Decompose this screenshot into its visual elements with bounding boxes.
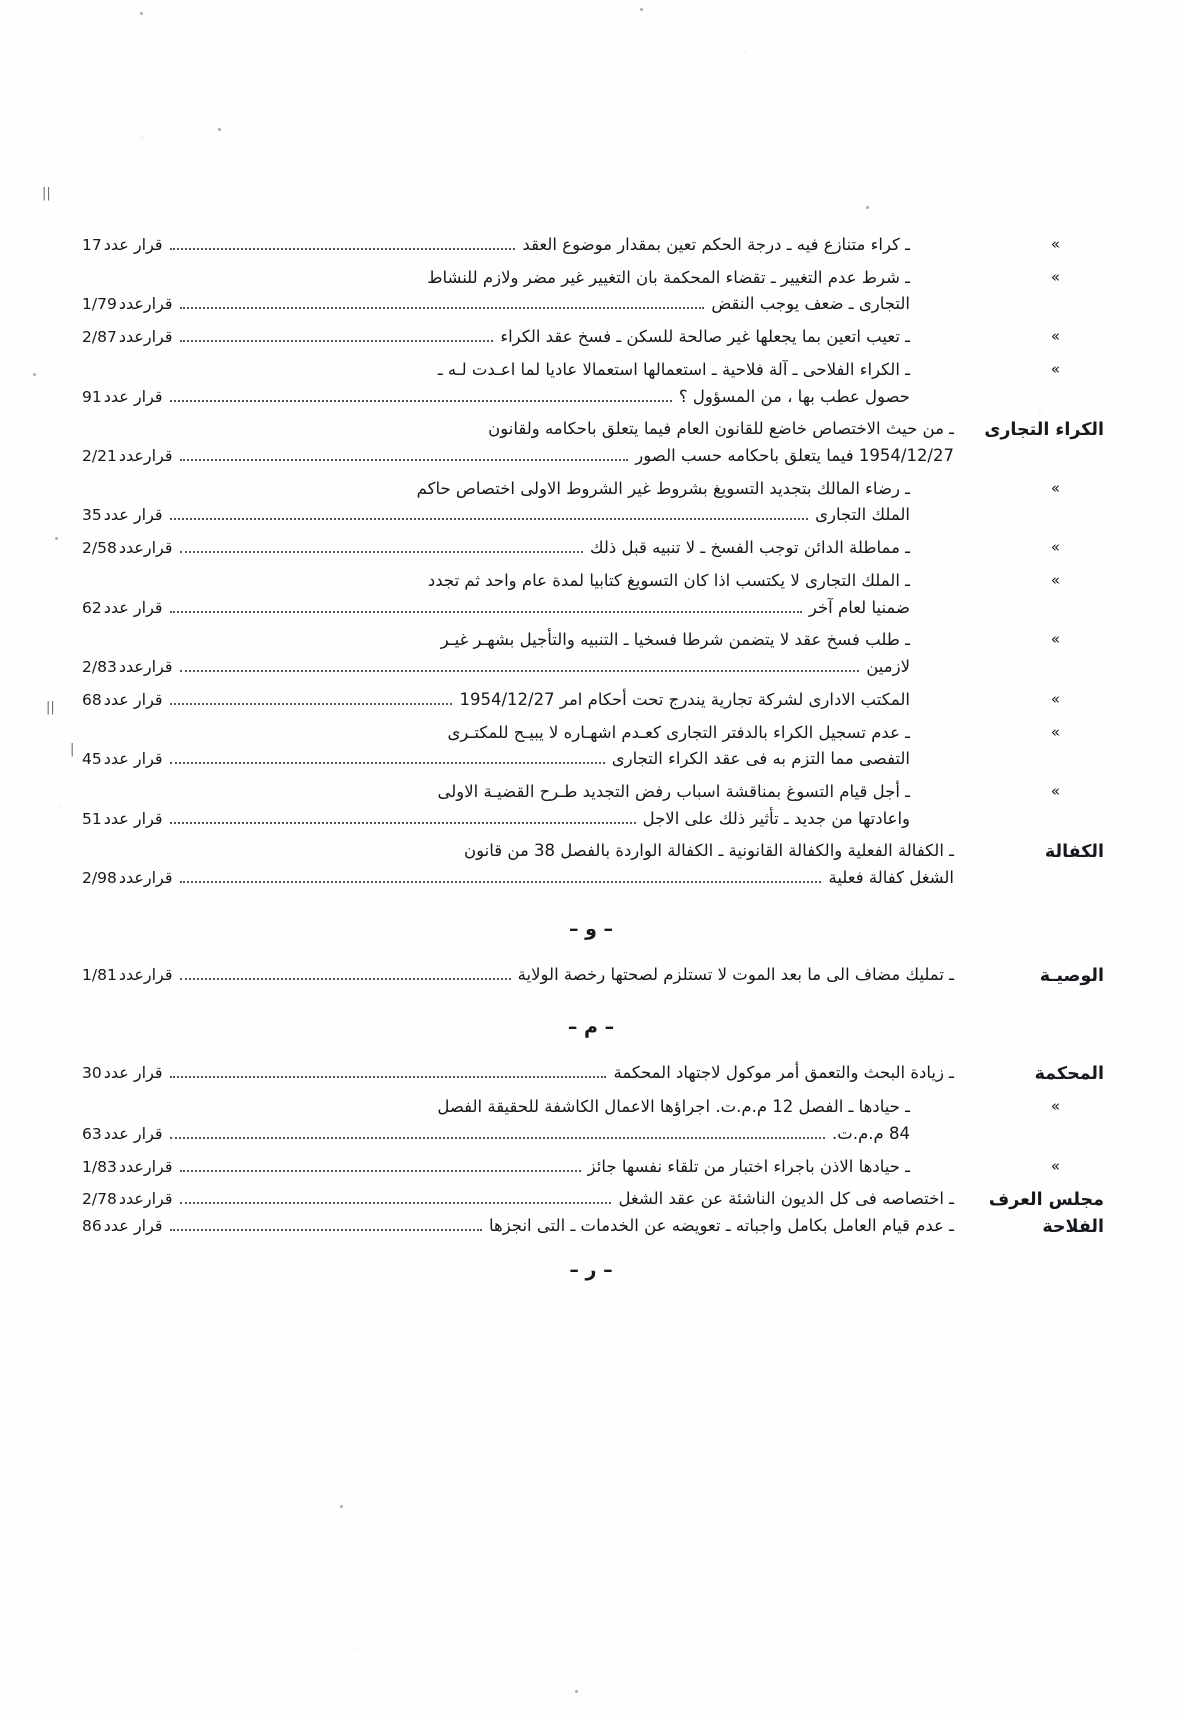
entry-line: [82, 1154, 910, 1181]
entry-body: [78, 265, 910, 318]
entry-line: [82, 568, 910, 595]
entry-ref: قرارعدد: [118, 1156, 173, 1176]
entry-label-line: مجلس العرف: [988, 1190, 1104, 1211]
entry-number: 51: [82, 809, 102, 828]
entry-body: [78, 962, 954, 989]
entry-text: ـ زيادة البحث والتعمق أمر موكول لاجتهاد المحكمة: [613, 1062, 954, 1082]
entry-text: ـ تعيب اتعين بما يجعلها غير صالحة للسكن ـ فسخ عقد الكراء: [500, 327, 910, 347]
entry-line: [82, 232, 910, 259]
entry-body: [78, 779, 910, 832]
entry-line: [82, 291, 910, 318]
entry-ref: قرارعدد: [118, 1189, 173, 1209]
entry-ref: قرار عدد: [103, 597, 163, 617]
entry-text: ـ أجل قيام التسوغ بمناقشة اسباب رفض التجديد طـرح القضيـة الاولى: [437, 781, 910, 801]
entry-number: 2/78: [82, 1190, 117, 1209]
dot-leader: [180, 669, 860, 672]
index-entry: [78, 838, 1104, 891]
entry-label: الوصيـة: [1039, 965, 1104, 986]
index-entry: [78, 357, 1104, 410]
entry-body: [78, 416, 954, 469]
index-entry: [78, 962, 1104, 990]
entry-label: »: [1050, 478, 1060, 497]
entry-line: [82, 595, 910, 622]
entry-ref: قرار عدد: [103, 1123, 163, 1143]
entry-text: ـ حيادها الاذن باجراء اختبار من تلقاء نفسها جائز: [587, 1156, 910, 1176]
dot-leader: [180, 550, 583, 553]
entry-text: واعادتها من جديد ـ تأثير ذلك على الاجل: [642, 808, 910, 828]
entry-line: [82, 1121, 910, 1148]
entry-text: ـ عدم قيام العامل بكامل واجباته ـ تعويضه عن الخدمات ـ التى انجزها: [488, 1215, 954, 1235]
entry-number: 2/98: [82, 869, 117, 888]
entry-ref: قرار عدد: [103, 749, 163, 769]
entry-body: [78, 627, 910, 680]
entry-line: [82, 357, 910, 384]
index-entry: [78, 1154, 1104, 1181]
entry-ref: قرار عدد: [103, 808, 163, 828]
entry-label: »: [1050, 359, 1060, 378]
entry-text: ـ طلب فسخ عقد لا يتضمن شرطا فسخيا ـ التنبيه والتأجيل بشهـر غيـر: [440, 630, 910, 650]
dot-leader: [170, 247, 516, 250]
entry-number: 91: [82, 387, 102, 406]
page-speck: [640, 8, 643, 11]
entry-label: الكفالة: [1044, 842, 1104, 863]
entry-line: [82, 443, 954, 470]
entry-line: [82, 476, 910, 503]
entry-line: [82, 1060, 954, 1087]
index-entry: [78, 416, 1104, 469]
index-content: [78, 232, 1104, 1281]
index-entry: [78, 568, 1104, 621]
entry-line: [82, 838, 954, 865]
index-entry: [78, 627, 1104, 680]
entry-line: [82, 265, 910, 292]
index-entry: [78, 1094, 1104, 1147]
entry-number: 86: [82, 1216, 102, 1235]
entry-ref: قرار عدد: [103, 689, 163, 709]
entry-body: [78, 568, 910, 621]
entry-ref: قرارعدد: [118, 446, 173, 466]
index-entry: [78, 265, 1104, 318]
entry-body: [78, 476, 910, 529]
entry-number: 1/79: [82, 295, 117, 314]
dot-leader: [180, 977, 511, 980]
page-speck: [33, 373, 36, 376]
entry-text: ـ اختصاصه فى كل الديون الناشئة عن عقد الشغل: [618, 1189, 954, 1209]
entry-ref: قرارعدد: [118, 327, 173, 347]
dot-leader: [170, 517, 809, 520]
entry-text: 84 م.م.ت.: [832, 1123, 910, 1143]
entry-body: [78, 1154, 910, 1181]
entry-label: »: [1050, 327, 1060, 346]
entry-ref: قرار عدد: [103, 1062, 163, 1082]
entry-ref: قرار عدد: [103, 235, 163, 254]
entry-text: 1954/12/27 فيما يتعلق باحكامه حسب الصور: [635, 446, 954, 466]
entry-line: [82, 1094, 910, 1121]
margin-mark-2: ||: [46, 700, 55, 715]
entry-line: [82, 720, 910, 747]
entry-list-waw: [78, 962, 1104, 990]
entry-line: [82, 746, 910, 773]
entry-label: »: [1050, 570, 1060, 589]
page-speck: [55, 537, 58, 540]
entry-body: [78, 324, 910, 351]
entry-text: ـ من حيث الاختصاص خاضع للقانون العام فيما يتعلق باحكامه ولقانون: [488, 419, 954, 439]
dot-leader: [180, 1201, 612, 1204]
dot-leader: [170, 399, 672, 402]
entry-line: [82, 416, 954, 443]
entry-label: »: [1050, 235, 1060, 253]
entry-label: »: [1050, 538, 1060, 557]
entry-text: حصول عطب بها ، من المسؤول ؟: [678, 386, 910, 406]
entry-line: [82, 687, 910, 714]
page-speck: [218, 128, 221, 131]
dot-leader: [170, 1136, 826, 1139]
entry-text: ـ مماطلة الدائن توجب الفسخ ـ لا تنبيه قبل ذلك: [589, 538, 910, 558]
entry-text: ـ حيادها ـ الفصل 12 م.م.ت. اجراؤها الاعمال الكاشفة للحقيقة الفصل: [437, 1097, 910, 1117]
entry-label: »: [1050, 781, 1060, 800]
entry-body: [78, 687, 910, 714]
entry-line: [82, 502, 910, 529]
entry-number: 2/83: [82, 658, 117, 677]
entry-text: التجارى ـ ضعف يوجب النقض: [711, 294, 910, 314]
entry-number: 2/58: [82, 539, 117, 558]
entry-label: »: [1050, 630, 1060, 649]
entry-text: لازمين: [866, 657, 910, 677]
margin-mark-1: ||: [42, 186, 51, 201]
entry-text: ـ كراء متنازع فيه ـ درجة الحكم تعين بمقدار موضوع العقد: [522, 235, 910, 254]
entry-text: ـ رضاء المالك بتجديد التسويغ بشروط غير الشروط الاولى اختصاص حاكم: [416, 478, 910, 498]
entry-text: المكتب الادارى لشركة تجارية يندرج تحت أحكام امر 1954/12/27: [459, 689, 910, 709]
entry-number: 45: [82, 750, 102, 769]
entry-number: 30: [82, 1063, 102, 1082]
section-separator-raa: – ر –: [569, 1259, 613, 1282]
dot-leader: [170, 821, 636, 824]
entry-label: »: [1050, 689, 1060, 708]
entry-ref: قرارعدد: [118, 294, 173, 314]
dot-leader: [180, 880, 822, 883]
entry-label: [954, 1186, 1104, 1241]
entry-body: [78, 1060, 954, 1087]
entry-number: 2/87: [82, 328, 117, 347]
entry-ref: قرارعدد: [118, 538, 173, 558]
index-entry: [78, 720, 1104, 773]
entry-body: [78, 232, 910, 259]
entry-ref: قرار عدد: [103, 386, 163, 406]
margin-mark-3: |: [70, 742, 75, 757]
entry-text: الشغل كفالة فعلية: [828, 868, 954, 888]
entry-label: »: [1050, 267, 1060, 286]
entry-line: [82, 1213, 954, 1240]
entry-text: التفصى مما التزم به فى عقد الكراء التجارى: [611, 749, 910, 769]
entry-line: [82, 384, 910, 411]
index-entry: [78, 779, 1104, 832]
dot-leader: [170, 1075, 607, 1078]
entry-number: 62: [82, 598, 102, 617]
entry-label: الكراء التجارى: [984, 420, 1104, 441]
entry-body: [78, 720, 910, 773]
entry-body: [78, 1186, 954, 1239]
entry-line: [82, 865, 954, 892]
entry-text: ـ الملك التجارى لا يكتسب اذا كان التسويغ كتابيا لمدة عام واحد ثم تجدد: [427, 570, 910, 590]
dot-leader: [180, 1169, 581, 1172]
entry-number: 1/81: [82, 965, 117, 984]
entry-body: [78, 357, 910, 410]
section-separator-meem: – م –: [567, 1015, 615, 1038]
entry-line: [82, 324, 910, 351]
entry-line: [82, 654, 910, 681]
dot-leader: [170, 1228, 482, 1231]
entry-text: ـ شرط عدم التغيير ـ تقضاء المحكمة بان التغيير غير مضر ولازم للنشاط: [427, 267, 910, 287]
dot-leader: [170, 702, 453, 705]
entry-number: 68: [82, 690, 102, 709]
entry-body: [78, 535, 910, 562]
entry-label: »: [1050, 722, 1060, 741]
entry-list-meem: [78, 1060, 1104, 1242]
entry-label: »: [1050, 1097, 1060, 1116]
index-entry: [78, 535, 1104, 562]
index-entry: [78, 1186, 1104, 1241]
page-speck: [866, 206, 869, 209]
dot-leader: [180, 458, 629, 461]
entry-number: 1/83: [82, 1157, 117, 1176]
entry-label-line: الفلاحة: [1042, 1217, 1104, 1238]
entry-text: ضمنيا لعام آخر: [808, 597, 910, 617]
page-speck: [140, 12, 143, 15]
dot-leader: [170, 761, 605, 764]
section-separator-waw: – و –: [568, 917, 614, 940]
entry-ref: قرارعدد: [118, 657, 173, 677]
dot-leader: [170, 610, 802, 613]
entry-number: 17: [82, 236, 102, 254]
page-speck: [340, 1505, 343, 1508]
entry-line: [82, 535, 910, 562]
entry-text: ـ تمليك مضاف الى ما بعد الموت لا تستلزم لصحتها رخصة الولاية: [517, 964, 954, 984]
index-entry: [78, 324, 1104, 351]
dot-leader: [180, 339, 494, 342]
index-entry: [78, 232, 1104, 259]
entry-text: الملك التجارى: [815, 505, 910, 525]
entry-number: 2/21: [82, 447, 117, 466]
entry-line: [82, 1186, 954, 1213]
entry-ref: قرار عدد: [103, 505, 163, 525]
entry-line: [82, 962, 954, 989]
entry-line: [82, 806, 910, 833]
entry-ref: قرارعدد: [118, 868, 173, 888]
entry-body: [78, 838, 954, 891]
dot-leader: [180, 306, 705, 309]
entry-number: 63: [82, 1124, 102, 1143]
index-entry: [78, 687, 1104, 714]
entry-label: المحكمة: [1034, 1063, 1104, 1084]
entry-line: [82, 779, 910, 806]
index-entry: [78, 1060, 1104, 1088]
entry-ref: قرار عدد: [103, 1215, 163, 1235]
entry-label: »: [1050, 1156, 1060, 1175]
entry-text: ـ عدم تسجيل الكراء بالدفتر التجارى كعـدم اشهـاره لا يبيـح للمكتـرى: [447, 722, 910, 742]
entry-text: ـ الكراء الفلاحى ـ آلة فلاحية ـ استعمالها استعمالا عاديا لما اعـدت لـه ـ: [437, 359, 910, 379]
entry-line: [82, 627, 910, 654]
entry-list-main: [78, 232, 1104, 892]
page-speck: [575, 1690, 578, 1693]
entry-text: ـ الكفالة الفعلية والكفالة القانونية ـ الكفالة الواردة بالفصل 38 من قانون: [463, 841, 954, 861]
entry-number: 35: [82, 506, 102, 525]
index-entry: [78, 476, 1104, 529]
entry-ref: قرارعدد: [118, 964, 173, 984]
entry-body: [78, 1094, 910, 1147]
